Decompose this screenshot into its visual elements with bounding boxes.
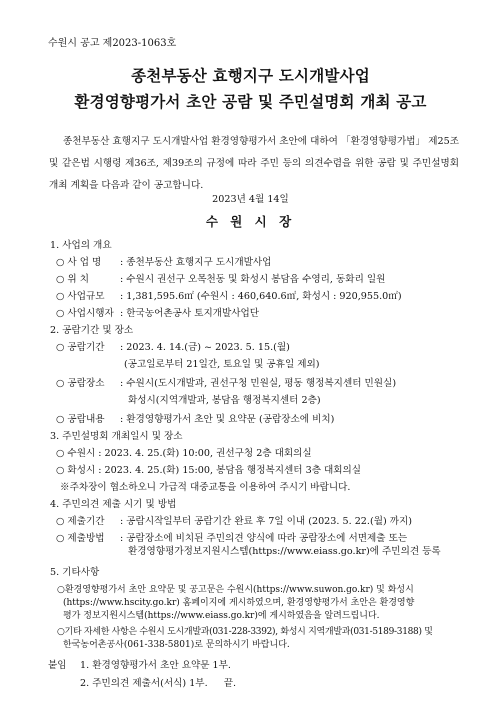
attachment-item-2-text: 2. 주민의견 제출서(서식) 1부. (80, 678, 208, 689)
s4-method-value-2: 환경영향평가정보지원시스템(https://www.eiass.go.kr)에 주민의견 등록 (128, 546, 441, 557)
s4-method-row (56, 533, 407, 546)
s2-place-row (56, 378, 396, 391)
s2-content-label: ○ 공람내용 (56, 414, 105, 425)
s5-bullet1-line2: (https://www.hscity.go.kr) 홈페이지에 게시하였으며, 환경영향평가서 초안은 환경영향 (63, 598, 415, 608)
s5-bullet1-line3: 평가 정보지원시스템(https://www.eiass.go.kr)에 게시하였음을 알려드립니다. (63, 611, 380, 621)
s4-method-label: ○ 제출방법 (56, 533, 105, 544)
s1-row-label: ○ 사업규모 (56, 291, 105, 302)
attachment-item-1: 1. 환경영향평가서 초안 요약문 1부. (80, 660, 231, 671)
s3-suwon-session: ○ 수원시 : 2023. 4. 25.(화) 10:00, 권선구청 2층 대회의실 (56, 448, 312, 459)
section-1-heading: 1. 사업의 개요 (50, 240, 112, 251)
s5-bullet2-line2: 한국농어촌공사(061-338-5801)로 문의하시기 바랍니다. (63, 640, 290, 650)
intro-text: 종천부동산 효행지구 도시개발사업 환경영향평가서 초안에 대하여 「환경영향평가법」 제25조 및 같은법 시행령 제36조, 제39조의 규정에 따라 주민 등의 의견수렴을 위한 공람 및 주민설명회 개최 계획을 다음과 같이 공고합니다. (49, 136, 459, 191)
intro-paragraph (49, 131, 459, 197)
s1-row-value: : 1,381,595.6㎡ (수원시 : 460,640.6㎡, 화성시 : 920,955.0㎡) (120, 291, 402, 302)
s2-content-value: : 환경영향평가서 초안 및 요약문 (공람장소에 비치) (120, 414, 335, 425)
notice-date: 2023년 4월 14일 (212, 194, 289, 205)
s5-bullet2-line1: ○기타 자세한 사항은 수원시 도시개발과(031-228-3392), 화성시 지역개발과(031-5189-3188) 및 (57, 627, 433, 637)
notice-title-line2: 환경영향평가서 초안 공람 및 주민설명회 개최 공고 (74, 92, 427, 111)
attachment-label: 붙임 (48, 660, 67, 671)
s1-row-value: : 수원시 권선구 오목천동 및 화성시 봉담읍 수영리, 동화리 일원 (120, 274, 386, 285)
s1-row-value: : 한국농어촌공사 토지개발사업단 (120, 308, 260, 319)
s2-place-label: ○ 공람장소 (56, 378, 105, 389)
section-4-heading: 4. 주민의견 제출 시기 및 방법 (50, 499, 177, 510)
s2-period-row (56, 342, 290, 355)
attachment-item-2 (80, 678, 236, 691)
s1-row-label: ○ 사 업 명 (56, 257, 102, 268)
issuer-name: 수 원 시 장 (205, 214, 296, 229)
s4-time-value: : 공람시작일부터 공람기간 완료 후 7일 이내 (2023. 5. 22.(월) 까지) (120, 516, 413, 527)
s1-row-project-name (56, 257, 271, 270)
s1-row-scale (56, 291, 402, 304)
s1-row-operator (56, 308, 259, 321)
notice-number: 수원시 공고 제2023-1063호 (48, 38, 177, 49)
section-5-heading: 5. 기타사항 (50, 567, 100, 578)
s2-place-value-2: 화성시(지역개발과, 봉담읍 행정복지센터 2층) (128, 395, 321, 406)
s1-row-label: ○ 위 치 (56, 274, 90, 285)
s2-period-label: ○ 공람기간 (56, 342, 105, 353)
s2-content-row (56, 414, 334, 427)
s2-place-value-1: : 수원시(도시개발과, 권선구청 민원실, 평동 행정복지센터 민원실) (120, 378, 397, 389)
s2-period-note: (공고일로부터 21일간, 토요일 및 공휴일 제외) (124, 359, 320, 370)
s3-hwaseong-session: ○ 화성시 : 2023. 4. 25.(화) 15:00, 봉담읍 행정복지센터 3층 대회의실 (56, 465, 362, 476)
s2-period-value: : 2023. 4. 14.(금) ~ 2023. 5. 15.(월) (120, 342, 290, 353)
section-2-heading: 2. 공람기간 및 장소 (50, 325, 134, 336)
s4-time-row (56, 516, 412, 529)
end-mark: 끝. (223, 678, 237, 689)
s4-method-value-1: : 공람장소에 비치된 주민의견 양식에 따라 공람장소에 서면제출 또는 (120, 533, 408, 544)
section-3-heading: 3. 주민설명회 개최일시 및 장소 (50, 431, 183, 442)
notice-title-line1: 종천부동산 효행지구 도시개발사업 (131, 66, 370, 85)
s4-time-label: ○ 제출기간 (56, 516, 105, 527)
s1-row-location (56, 274, 385, 287)
s1-row-value: : 종천부동산 효행지구 도시개발사업 (120, 257, 272, 268)
s3-parking-note: ※주차장이 협소하오니 가급적 대중교통을 이용하여 주시기 바랍니다. (60, 482, 351, 493)
s1-row-label: ○ 사업시행자 (56, 308, 114, 319)
s5-bullet1-line1: ○환경영향평가서 초안 요약문 및 공고문은 수원시(https://www.suwon.go.kr) 및 화성시 (57, 585, 414, 595)
